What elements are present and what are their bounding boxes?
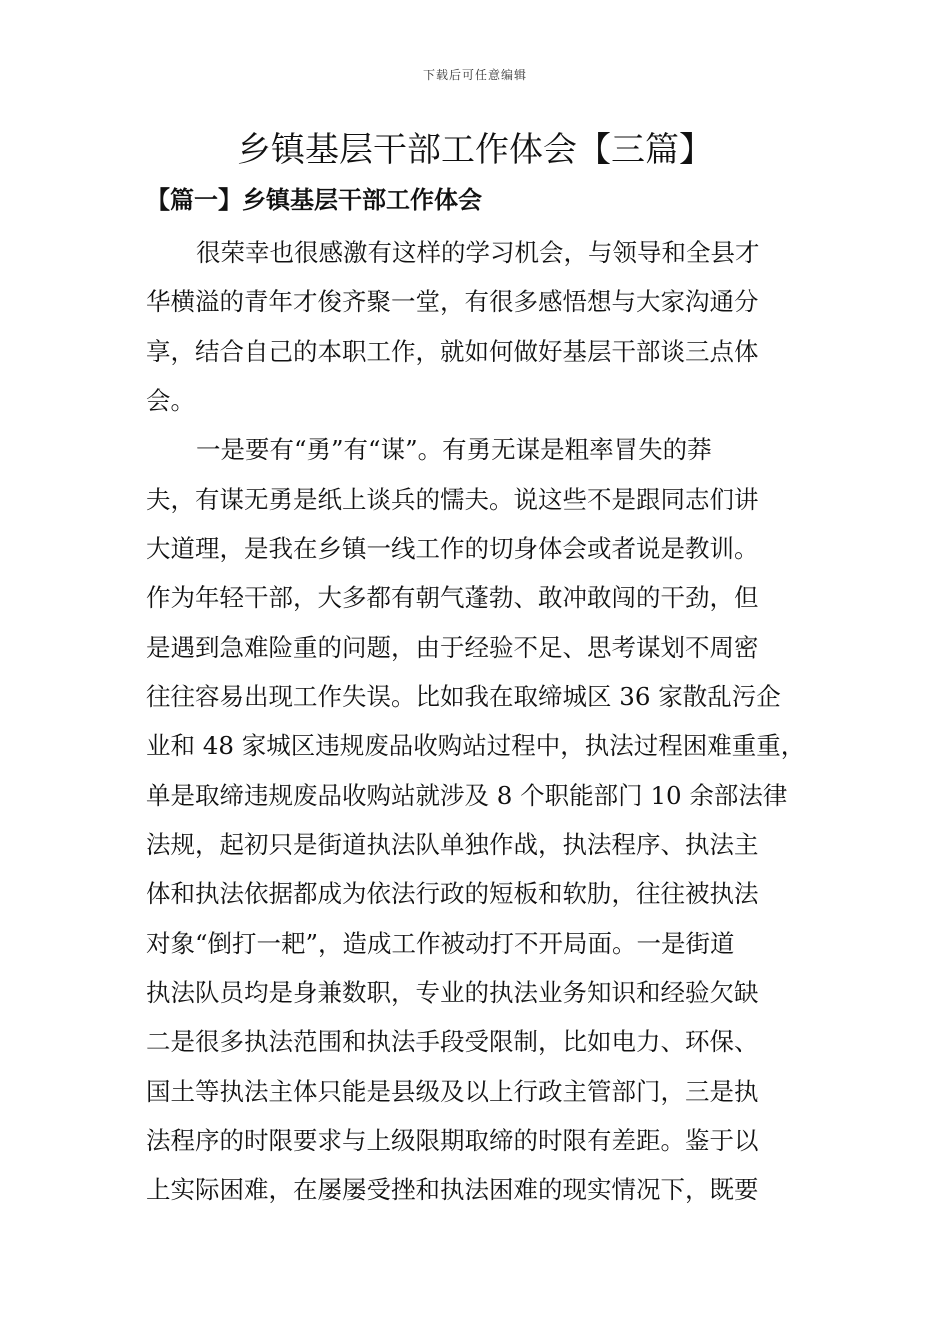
section-heading: 【篇一】乡镇基层干部工作体会 xyxy=(146,185,482,214)
header-note: 下载后可任意编辑 xyxy=(422,68,527,82)
paragraph-line: 上实际困难，在屡屡受挫和执法困难的现实情况下，既要 xyxy=(146,1175,759,1204)
paragraph-line: 会。 xyxy=(146,386,195,415)
paragraph-line: 大道理，是我在乡镇一线工作的切身体会或者说是教训。 xyxy=(146,534,759,563)
paragraph-line: 很荣幸也很感激有这样的学习机会，与领导和全县才 xyxy=(196,238,760,267)
paragraph-line: 业和 48 家城区违规废品收购站过程中，执法过程困难重重， xyxy=(146,731,806,760)
paragraph-line: 单是取缔违规废品收购站就涉及 8 个职能部门 10 余部法律 xyxy=(146,781,788,810)
paragraph-line: 法程序的时限要求与上级限期取缔的时限有差距。鉴于以 xyxy=(146,1126,759,1155)
paragraph-line: 往往容易出现工作失误。比如我在取缔城区 36 家散乱污企 xyxy=(146,682,781,711)
paragraph-line: 一是要有“勇”有“谋”。有勇无谋是粗率冒失的莽 xyxy=(196,435,712,464)
paragraph-line: 对象“倒打一耙”，造成工作被动打不开局面。一是街道 xyxy=(146,929,735,958)
paragraph-line: 是遇到急难险重的问题，由于经验不足、思考谋划不周密 xyxy=(146,633,759,662)
paragraph-line: 法规，起初只是街道执法队单独作战，执法程序、执法主 xyxy=(146,830,759,859)
paragraph-line: 执法队员均是身兼数职，专业的执法业务知识和经验欠缺 xyxy=(146,978,759,1007)
paragraph-line: 国土等执法主体只能是县级及以上行政主管部门，三是执 xyxy=(146,1077,759,1106)
paragraph-line: 华横溢的青年才俊齐聚一堂，有很多感悟想与大家沟通分 xyxy=(146,287,759,316)
paragraph-line: 夫，有谋无勇是纸上谈兵的懦夫。说这些不是跟同志们讲 xyxy=(146,485,759,514)
paragraph-line: 作为年轻干部，大多都有朝气蓬勃、敢冲敢闯的干劲，但 xyxy=(146,583,759,612)
paragraph-line: 享，结合自己的本职工作，就如何做好基层干部谈三点体 xyxy=(146,337,759,366)
paragraph-line: 二是很多执法范围和执法手段受限制，比如电力、环保、 xyxy=(146,1027,759,1056)
paragraph-line: 体和执法依据都成为依法行政的短板和软肋，往往被执法 xyxy=(146,879,759,908)
document-title: 乡镇基层干部工作体会【三篇】 xyxy=(237,130,713,170)
